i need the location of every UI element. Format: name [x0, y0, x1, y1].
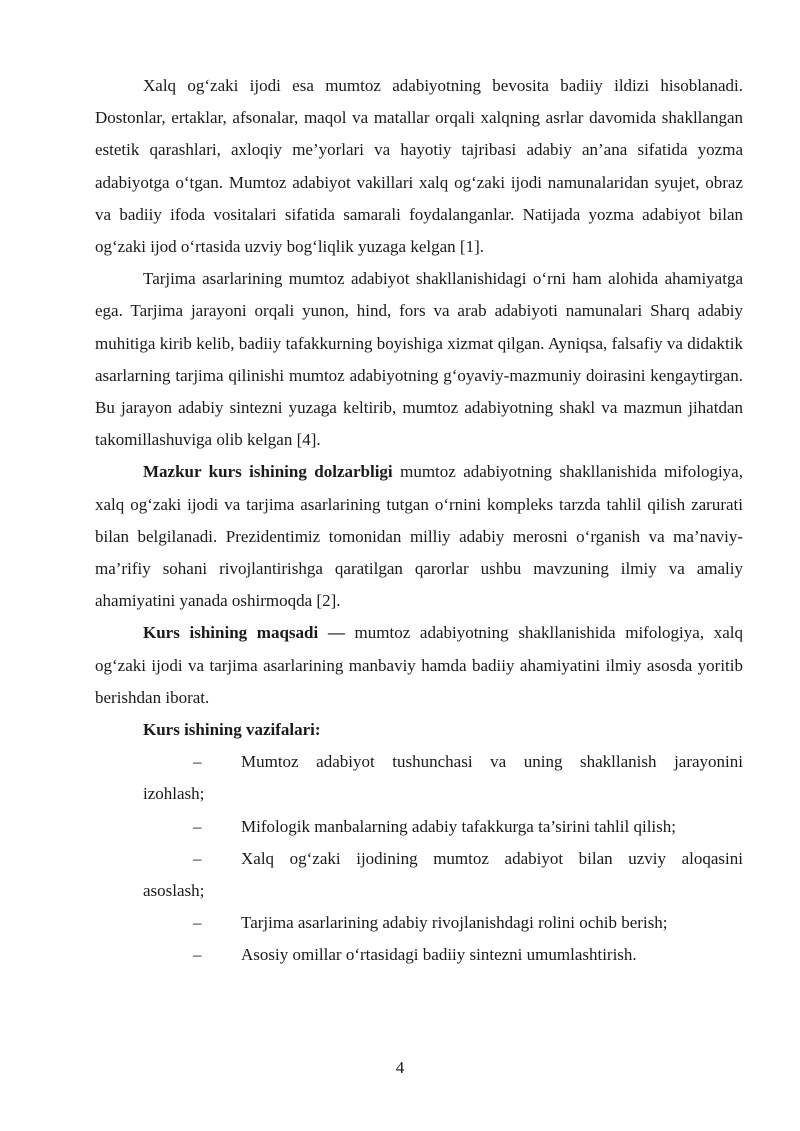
task-text: Mumtoz adabiyot tushunchasi va uning shakllanish jarayonini	[241, 752, 743, 772]
relevance-lead: Mazkur kurs ishining dolzarbligi	[143, 462, 393, 482]
paragraph-goal	[95, 617, 743, 714]
task-item	[95, 907, 743, 939]
task-text-continued: asoslash;	[143, 881, 205, 901]
task-item	[95, 811, 743, 843]
paragraph-translation: Tarjima asarlarining mumtoz adabiyot shakllanishidagi o‘rni ham alohida ahamiyatga ega. Tarjima jarayoni orqali yunon, hind, fors va arab adabiyoti namunalari Sharq adabiy muhitiga kirib kelib, badiiy tafakkurning boyishiga xizmat qilgan. Ayniqsa, falsafiy va didaktik asarlarning tarjima qilinishi mumtoz adabiyotning g‘oyaviy-mazmuniy doirasini kengaytirgan. Bu jarayon adabiy sintezni yuzaga keltirib, mumtoz adabiyotning shakl va mazmun jihatdan takomillashuviga olib kelgan [4].	[95, 269, 743, 450]
dash-bullet: –	[193, 913, 202, 933]
relevance-text: mumtoz adabiyotning shakllanishida mifologiya, xalq og‘zaki ijodi va tarjima asarlarining tutgan o‘rnini kompleks tarzda tahlil qilish zarurati bilan belgilanadi. Prezidentimiz tomonidan milliy adabiy merosni o‘rganish va ma’naviy-ma’rifiy sohani rivojlantirishga qaratilgan qarorlar ushbu mavzuning ilmiy va amaliy ahamiyatini yanada oshirmoqda [2].	[95, 462, 743, 611]
paragraph-relevance	[95, 456, 743, 617]
tasks-list	[95, 746, 743, 971]
task-text-continued: izohlash;	[143, 784, 205, 804]
dash-bullet: –	[193, 945, 202, 965]
dash-bullet: –	[193, 848, 202, 868]
dash-bullet: –	[193, 752, 202, 772]
dash-bullet: –	[193, 816, 202, 836]
task-text: Xalq og‘zaki ijodining mumtoz adabiyot bilan uzviy aloqasini	[241, 848, 743, 868]
task-text: Mifologik manbalarning adabiy tafakkurga ta’sirini tahlil qilish;	[241, 816, 676, 836]
tasks-heading: Kurs ishining vazifalari:	[143, 720, 321, 740]
page-number: 4	[395, 1058, 405, 1077]
task-text: Asosiy omillar o‘rtasidagi badiiy sintezni umumlashtirish.	[241, 945, 637, 965]
goal-text: mumtoz adabiyotning shakllanishida mifologiya, xalq og‘zaki ijodi va tarjima asarlarining manbaviy hamda badiiy ahamiyatini ilmiy asosda yoritib berishdan iborat.	[95, 623, 743, 707]
paragraph-folklore: Xalq og‘zaki ijodi esa mumtoz adabiyotning bevosita badiiy ildizi hisoblanadi. Dostonlar, ertaklar, afsonalar, maqol va matallar orqali xalqning asrlar davomida shakllangan estetik qarashlari, axloqiy me’yorlari va hayotiy tajribasi adabiy an’ana sifatida yozma adabiyotga o‘tgan. Mumtoz adabiyot vakillari xalq og‘zaki ijodi namunalaridan syujet, obraz va badiiy ifoda vositalari sifatida samarali foydalanganlar. Natijada yozma adabiyot bilan og‘zaki ijod o‘rtasida uzviy bog‘liqlik yuzaga kelgan [1].	[95, 76, 743, 257]
task-item	[95, 939, 743, 971]
document-page	[95, 70, 743, 972]
task-text: Tarjima asarlarining adabiy rivojlanishdagi rolini ochib berish;	[241, 913, 668, 933]
goal-lead: Kurs ishining maqsadi —	[143, 623, 345, 643]
task-item	[95, 746, 743, 810]
task-item	[95, 843, 743, 907]
